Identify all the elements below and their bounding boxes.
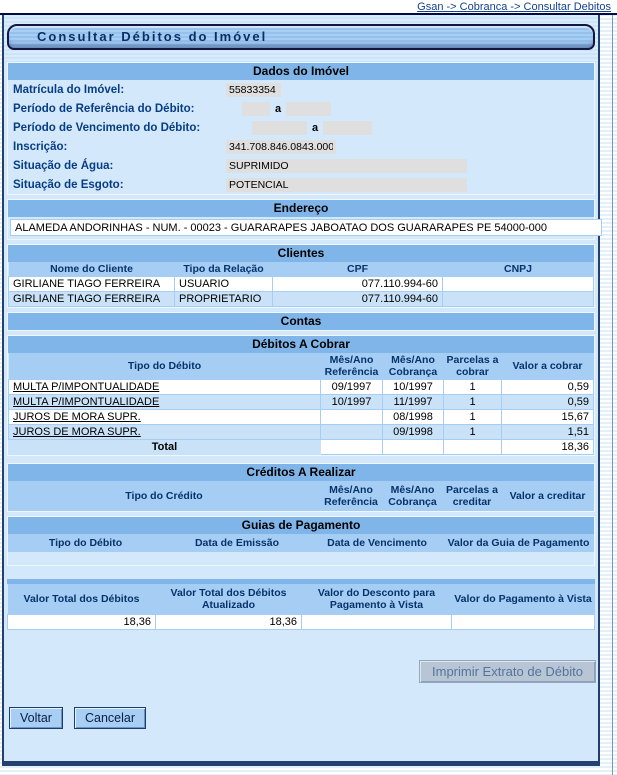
clientes-header-row xyxy=(9,262,594,277)
guias-col-tipo: Tipo do Débito xyxy=(8,534,163,552)
field-row-periodo-vencimento xyxy=(8,118,594,137)
inscricao-label: Inscrição: xyxy=(13,140,68,153)
field-row-situacao-agua xyxy=(8,156,594,175)
debito-valor: 1,51 xyxy=(502,425,594,440)
debitos-col-tipo: Tipo do Débito xyxy=(9,353,321,380)
main-container xyxy=(2,15,600,766)
inscricao-input[interactable] xyxy=(226,140,336,154)
debito-parcelas: 1 xyxy=(444,410,502,425)
resumo-col-total-debitos: Valor Total dos Débitos xyxy=(8,584,156,614)
debito-mes-ano-cobranca: 08/1998 xyxy=(383,410,444,425)
debitos-total-row xyxy=(9,440,594,455)
cliente-row xyxy=(9,292,594,307)
situacao-agua-label: Situação de Água: xyxy=(13,159,114,172)
breadcrumb[interactable]: Gsan -> Cobranca -> Consultar Debitos xyxy=(417,1,611,13)
field-row-periodo-referencia xyxy=(8,99,594,118)
top-strip xyxy=(0,0,617,13)
matricula-label: Matrícula do Imóvel: xyxy=(13,83,125,96)
debitos-header: Débitos A Cobrar xyxy=(8,336,594,353)
debito-parcelas: 1 xyxy=(444,425,502,440)
clientes-col-tipo: Tipo da Relação xyxy=(175,262,273,277)
cliente-cnpj xyxy=(443,292,594,307)
voltar-button[interactable]: Voltar xyxy=(9,707,63,729)
referencia-separator: a xyxy=(275,102,282,115)
debitos-total-valor: 18,36 xyxy=(502,440,594,455)
debito-parcelas: 1 xyxy=(444,380,502,395)
bottom-buttons xyxy=(4,683,598,729)
creditos-col-cobranca: Mês/Ano Cobrança xyxy=(382,481,443,511)
debito-valor: 15,67 xyxy=(502,410,594,425)
creditos-header-row xyxy=(8,481,594,511)
debito-parcelas: 1 xyxy=(444,395,502,410)
clientes-col-cnpj: CNPJ xyxy=(443,262,594,277)
debito-mes-ano-referencia xyxy=(321,425,383,440)
debitos-col-ref: Mês/Ano Referência xyxy=(321,353,383,380)
cancelar-button[interactable]: Cancelar xyxy=(74,707,146,729)
section-debitos-a-cobrar xyxy=(7,335,595,456)
resumo-valor-atualizado: 18,36 xyxy=(156,614,302,629)
matricula-input[interactable] xyxy=(226,83,281,97)
guias-col-emissao: Data de Emissão xyxy=(163,534,311,552)
creditos-col-parcelas: Parcelas a creditar xyxy=(443,481,501,511)
imprimir-row xyxy=(4,634,598,683)
debitos-header-row xyxy=(9,353,594,380)
debito-mes-ano-referencia: 10/1997 xyxy=(321,395,383,410)
debito-mes-ano-referencia xyxy=(321,410,383,425)
resumo-valor-pagamento-vista xyxy=(452,614,595,629)
right-edge-line xyxy=(612,15,613,775)
section-guias-pagamento xyxy=(7,516,595,566)
referencia-ate-input[interactable] xyxy=(286,102,331,116)
cliente-cpf: 077.110.994-60 xyxy=(273,292,443,307)
cliente-nome: GIRLIANE TIAGO FERREIRA xyxy=(9,277,175,292)
resumo-table xyxy=(7,584,595,630)
section-contas xyxy=(7,312,595,331)
debito-mes-ano-referencia: 09/1997 xyxy=(321,380,383,395)
debito-tipo-link[interactable]: MULTA P/IMPONTUALIDADE xyxy=(13,396,160,408)
page-title: Consultar Débitos do Imóvel xyxy=(7,24,595,50)
cliente-cpf: 077.110.994-60 xyxy=(273,277,443,292)
field-row-matricula xyxy=(8,80,594,99)
resumo-header-row xyxy=(8,584,595,614)
guias-col-vencimento: Data de Vencimento xyxy=(311,534,443,552)
debito-tipo-link[interactable]: MULTA P/IMPONTUALIDADE xyxy=(13,381,160,393)
endereco-header: Endereço xyxy=(8,200,594,217)
situacao-esgoto-label: Situação de Esgoto: xyxy=(13,178,124,191)
title-zone xyxy=(4,15,598,62)
guias-header: Guias de Pagamento xyxy=(8,517,594,534)
debitos-total-parcelas-empty xyxy=(444,440,502,455)
situacao-agua-input[interactable] xyxy=(226,159,467,173)
debito-row xyxy=(9,380,594,395)
cliente-nome: GIRLIANE TIAGO FERREIRA xyxy=(9,292,175,307)
guias-table xyxy=(8,534,594,552)
resumo-col-total-atualizado: Valor Total dos Débitos Atualizado xyxy=(156,584,302,614)
debitos-table xyxy=(8,353,594,455)
clientes-table xyxy=(8,262,594,307)
situacao-esgoto-input[interactable] xyxy=(226,178,467,192)
debito-mes-ano-cobranca: 11/1997 xyxy=(383,395,444,410)
resumo-table-wrap xyxy=(7,579,595,630)
resumo-col-desconto: Valor do Desconto para Pagamento à Vista xyxy=(302,584,452,614)
cliente-cnpj xyxy=(443,277,594,292)
debito-tipo-link[interactable]: JUROS DE MORA SUPR. xyxy=(13,426,141,438)
debitos-col-cobranca: Mês/Ano Cobrança xyxy=(383,353,444,380)
clientes-col-nome: Nome do Cliente xyxy=(9,262,175,277)
debitos-col-valor: Valor a cobrar xyxy=(502,353,594,380)
debito-valor: 0,59 xyxy=(502,380,594,395)
section-endereco xyxy=(7,199,595,240)
debito-row xyxy=(9,395,594,410)
guias-empty-area xyxy=(8,552,594,565)
creditos-col-valor: Valor a creditar xyxy=(501,481,594,511)
debito-row xyxy=(9,410,594,425)
debito-mes-ano-cobranca: 09/1998 xyxy=(383,425,444,440)
resumo-col-pagamento-vista: Valor do Pagamento à Vista xyxy=(452,584,595,614)
vencimento-separator: a xyxy=(312,121,319,134)
contas-header: Contas xyxy=(8,313,594,330)
creditos-col-ref: Mês/Ano Referência xyxy=(320,481,382,511)
periodo-referencia-label: Período de Referência do Débito: xyxy=(13,102,195,115)
field-row-situacao-esgoto xyxy=(8,175,594,194)
creditos-table xyxy=(8,481,594,511)
section-dados-imovel xyxy=(7,62,595,195)
cliente-row xyxy=(9,277,594,292)
debito-row xyxy=(9,425,594,440)
debitos-total-label: Total xyxy=(9,440,321,455)
creditos-col-tipo: Tipo do Crédito xyxy=(8,481,320,511)
resumo-valor-desconto xyxy=(302,614,452,629)
periodo-vencimento-label: Período de Vencimento do Débito: xyxy=(13,121,201,134)
cliente-tipo-relacao: PROPRIETARIO xyxy=(175,292,273,307)
clientes-col-cpf: CPF xyxy=(273,262,443,277)
debito-tipo-link[interactable]: JUROS DE MORA SUPR. xyxy=(13,411,141,423)
endereco-input[interactable] xyxy=(10,219,602,236)
vencimento-ate-input[interactable] xyxy=(323,121,372,135)
guias-header-row xyxy=(8,534,594,552)
field-row-inscricao xyxy=(8,137,594,156)
guias-col-valor: Valor da Guia de Pagamento xyxy=(443,534,594,552)
vencimento-de-input[interactable] xyxy=(252,121,307,135)
debitos-total-ref-empty xyxy=(321,440,383,455)
debito-mes-ano-cobranca: 10/1997 xyxy=(383,380,444,395)
debitos-total-cobranca-empty xyxy=(383,440,444,455)
resumo-valor-total: 18,36 xyxy=(8,614,156,629)
section-creditos-a-realizar xyxy=(7,463,595,512)
debitos-col-parcelas: Parcelas a cobrar xyxy=(444,353,502,380)
dados-imovel-header: Dados do Imóvel xyxy=(8,63,594,80)
imprimir-extrato-button[interactable]: Imprimir Extrato de Débito xyxy=(419,660,596,683)
debito-valor: 0,59 xyxy=(502,395,594,410)
referencia-de-input[interactable] xyxy=(242,102,270,116)
section-clientes xyxy=(7,244,595,308)
clientes-header: Clientes xyxy=(8,245,594,262)
resumo-values-row xyxy=(8,614,595,629)
creditos-header: Créditos A Realizar xyxy=(8,464,594,481)
cliente-tipo-relacao: USUARIO xyxy=(175,277,273,292)
